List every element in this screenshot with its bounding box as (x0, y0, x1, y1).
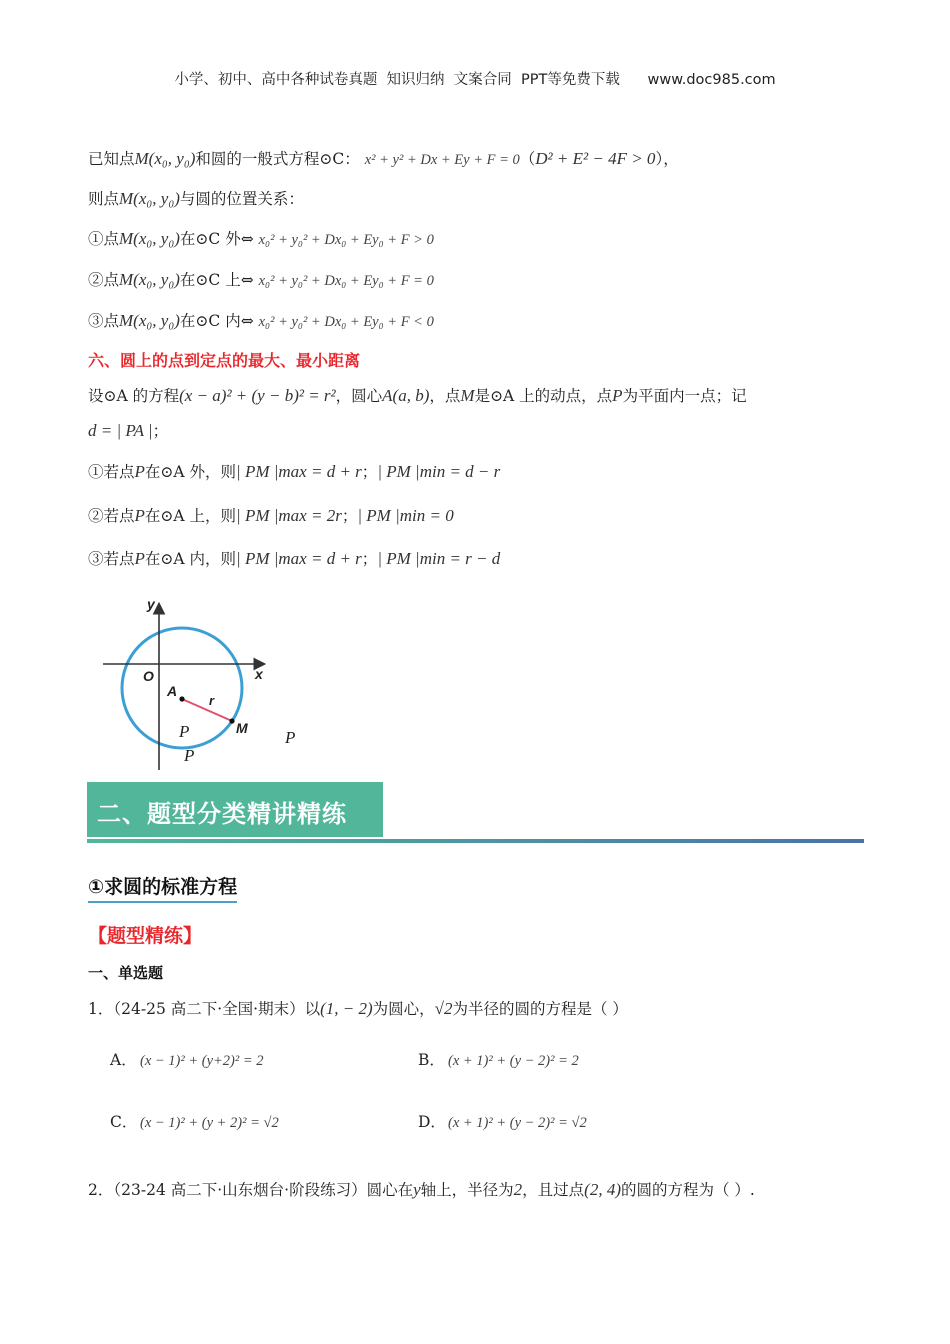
text: 轴上，半径为 (420, 1181, 514, 1199)
text: 则点 (88, 190, 120, 208)
question-type-title: 一、单选题 (88, 964, 164, 982)
condition: D² + E² − 4F > 0 (535, 149, 656, 168)
text: 为半径的圆的方程是（ ） (452, 1000, 628, 1018)
intro-line-2 (88, 186, 304, 212)
math: (1, − 2) (320, 999, 373, 1018)
math: | PM |min = d − r (377, 462, 501, 481)
topic-title: ①求圆的标准方程 (88, 872, 237, 903)
text: 和圆的一般式方程⊙C： (195, 150, 360, 168)
math: P (134, 549, 145, 568)
option-equation: (x + 1)² + (y − 2)² = √2 (448, 1115, 587, 1131)
option-c[interactable] (110, 1110, 279, 1132)
math: | PM |max = 2r (236, 506, 342, 525)
relation-item (88, 226, 434, 253)
text: ）， (655, 150, 679, 168)
math: | PM |min = r − d (377, 549, 501, 568)
math: x₀² + y₀² + Dx₀ + Ey₀ + F < 0 (258, 314, 434, 330)
option-label: C． (110, 1113, 138, 1131)
question-source: （23-24 高二下·山东烟台·阶段练习）圆心在 (113, 1181, 414, 1199)
distance-case (88, 459, 500, 485)
option-label: B． (418, 1051, 445, 1069)
math: M(x₀, y₀) (119, 189, 180, 208)
question-2 (88, 1178, 755, 1200)
text: ； (361, 463, 378, 481)
section6-para-2 (88, 418, 168, 444)
text: 在⊙A 内，则 (144, 550, 237, 568)
text: ，点 (429, 387, 461, 405)
page-header: 小学、初中、高中各种试卷真题 知识归纳 文案合同 PPT等免费下载 www.doc985.com (174, 72, 776, 88)
y-label: y (147, 596, 155, 612)
option-a[interactable] (110, 1048, 264, 1070)
m-label: M (236, 720, 248, 736)
math: d = | PA | (88, 421, 153, 440)
option-label: A． (110, 1051, 137, 1069)
question-1 (88, 997, 628, 1019)
circle-equation: (x − a)² + (y − b)² = r² (179, 386, 336, 405)
section-banner (87, 782, 383, 837)
distance-case (88, 546, 500, 572)
option-d[interactable] (418, 1110, 587, 1132)
center-point (179, 696, 184, 701)
math: √2 (434, 999, 453, 1018)
math: M(x₀, y₀) (119, 270, 180, 289)
math: P (612, 386, 623, 405)
general-equation: x² + y² + Dx + Ey + F = 0 (364, 152, 520, 168)
text: ③点 (88, 312, 120, 330)
text: 在⊙A 上，则 (144, 507, 237, 525)
banner-title: 二、题型分类精讲精练 (97, 800, 347, 828)
math: P (134, 506, 145, 525)
math: | PM |min = 0 (357, 506, 454, 525)
option-label: D． (418, 1113, 446, 1131)
divider (87, 839, 864, 843)
text: 为平面内一点；记 (622, 387, 747, 405)
text: ，且过点 (522, 1181, 585, 1199)
intro-line-1 (88, 146, 679, 173)
math: M(x₀, y₀) (119, 311, 180, 330)
text: ①点 (88, 230, 120, 248)
question-number: 2． (88, 1181, 114, 1199)
p-outside-label: P (285, 728, 296, 747)
r-label: r (209, 693, 215, 708)
text: 在⊙C 内⇔ (179, 312, 254, 330)
text: ②若点 (88, 507, 135, 525)
math: x₀² + y₀² + Dx₀ + Ey₀ + F = 0 (258, 273, 434, 289)
text: ②点 (88, 271, 120, 289)
practice-tag: 【题型精练】 (88, 925, 203, 947)
text: ，圆心 (335, 387, 383, 405)
distance-case (88, 503, 454, 529)
math: M(x₀, y₀) (134, 149, 196, 168)
option-equation: (x − 1)² + (y+2)² = 2 (140, 1053, 264, 1069)
relation-item (88, 308, 434, 335)
text: 是⊙A 上的动点，点 (474, 387, 613, 405)
text: ③若点 (88, 550, 135, 568)
math: y (413, 1180, 421, 1199)
math: | PM |max = d + r (236, 462, 362, 481)
text: 与圆的位置关系： (179, 190, 304, 208)
text: ； (341, 507, 358, 525)
text: 的圆的方程为（ ）. (621, 1181, 755, 1199)
p-inside-label: P (179, 722, 190, 741)
text: ①若点 (88, 463, 135, 481)
option-b[interactable] (418, 1048, 579, 1070)
relation-item (88, 267, 434, 294)
x-label: x (255, 666, 263, 682)
a-label: A (167, 683, 178, 699)
section-title: 六、圆上的点到定点的最大、最小距离 (88, 351, 361, 370)
math: P (134, 462, 145, 481)
text: ； (152, 422, 169, 440)
question-source: （24-25 高二下·全国·期末）以 (113, 1000, 321, 1018)
text: 设⊙A 的方程 (88, 387, 180, 405)
point-m (229, 718, 234, 723)
math: | PM |max = d + r (236, 549, 362, 568)
math: x₀² + y₀² + Dx₀ + Ey₀ + F > 0 (258, 232, 434, 248)
math: M (460, 386, 475, 405)
text: 为圆心， (372, 1000, 435, 1018)
section6-para-1 (88, 383, 747, 409)
text: ； (361, 550, 378, 568)
text: 在⊙C 上⇔ (179, 271, 254, 289)
option-equation: (x − 1)² + (y + 2)² = √2 (140, 1115, 279, 1131)
p-on-label: P (184, 746, 195, 765)
text: 在⊙C 外⇔ (179, 230, 254, 248)
circle-diagram (95, 595, 315, 775)
question-number: 1． (88, 1000, 114, 1018)
origin-label: O (143, 668, 154, 684)
radius-segment (182, 699, 232, 721)
text: 已知点 (88, 150, 135, 168)
math: (2, 4) (584, 1180, 621, 1199)
text: （ (519, 150, 536, 168)
math: M(x₀, y₀) (119, 229, 180, 248)
option-equation: (x + 1)² + (y − 2)² = 2 (448, 1053, 579, 1069)
text: 在⊙A 外，则 (144, 463, 237, 481)
math: 2 (513, 1180, 523, 1199)
math: A(a, b) (382, 386, 430, 405)
